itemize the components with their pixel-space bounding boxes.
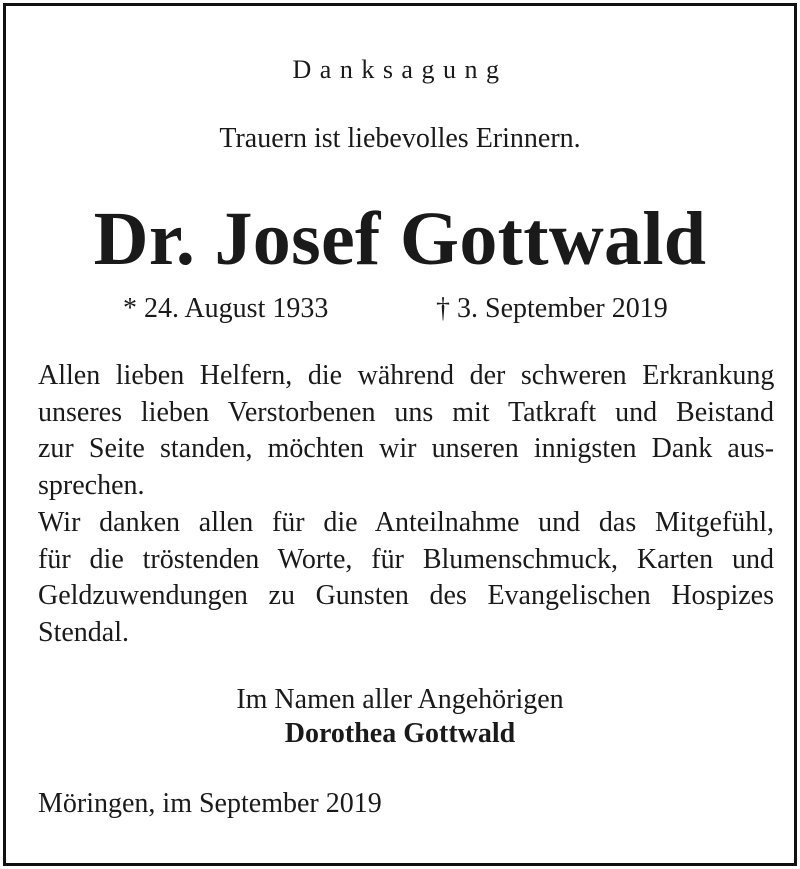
birth-date: * 24. August 1933 [123, 293, 329, 324]
thanks-line: Allen lieben Helfern, die während der schweren Erkrankung [38, 360, 775, 391]
place-and-date: Möringen, im September 2019 [38, 788, 382, 819]
deceased-name: Dr. Josef Gottwald [93, 197, 707, 281]
thanks-text [38, 358, 774, 652]
thanks-line: zur Seite standen, möchten wir unseren innigsten Dank aus- [38, 433, 775, 465]
thanks-line: Stendal. [38, 616, 129, 648]
notice-heading: Danksagung [292, 55, 508, 84]
notice-frame [3, 3, 797, 866]
thanks-line: Wir danken allen für die Anteilnahme und das Mitgefühl, [38, 506, 774, 538]
signer-name: Dorothea Gottwald [284, 718, 516, 749]
thanks-line: sprechen. [38, 470, 145, 502]
thanks-line: Geldzuwendungen zu Gunsten des Evangelischen Hospizes [38, 580, 774, 612]
signoff-line: Im Namen aller Angehörigen [236, 684, 564, 715]
death-date: † 3. September 2019 [436, 293, 668, 324]
thanks-line: unseres lieben Verstorbenen uns mit Tatkraft und Beistand [38, 396, 774, 428]
thanks-line: für die tröstenden Worte, für Blumenschmuck, Karten und [38, 543, 774, 575]
notice-motto: Trauern ist liebevolles Erinnern. [219, 123, 581, 154]
